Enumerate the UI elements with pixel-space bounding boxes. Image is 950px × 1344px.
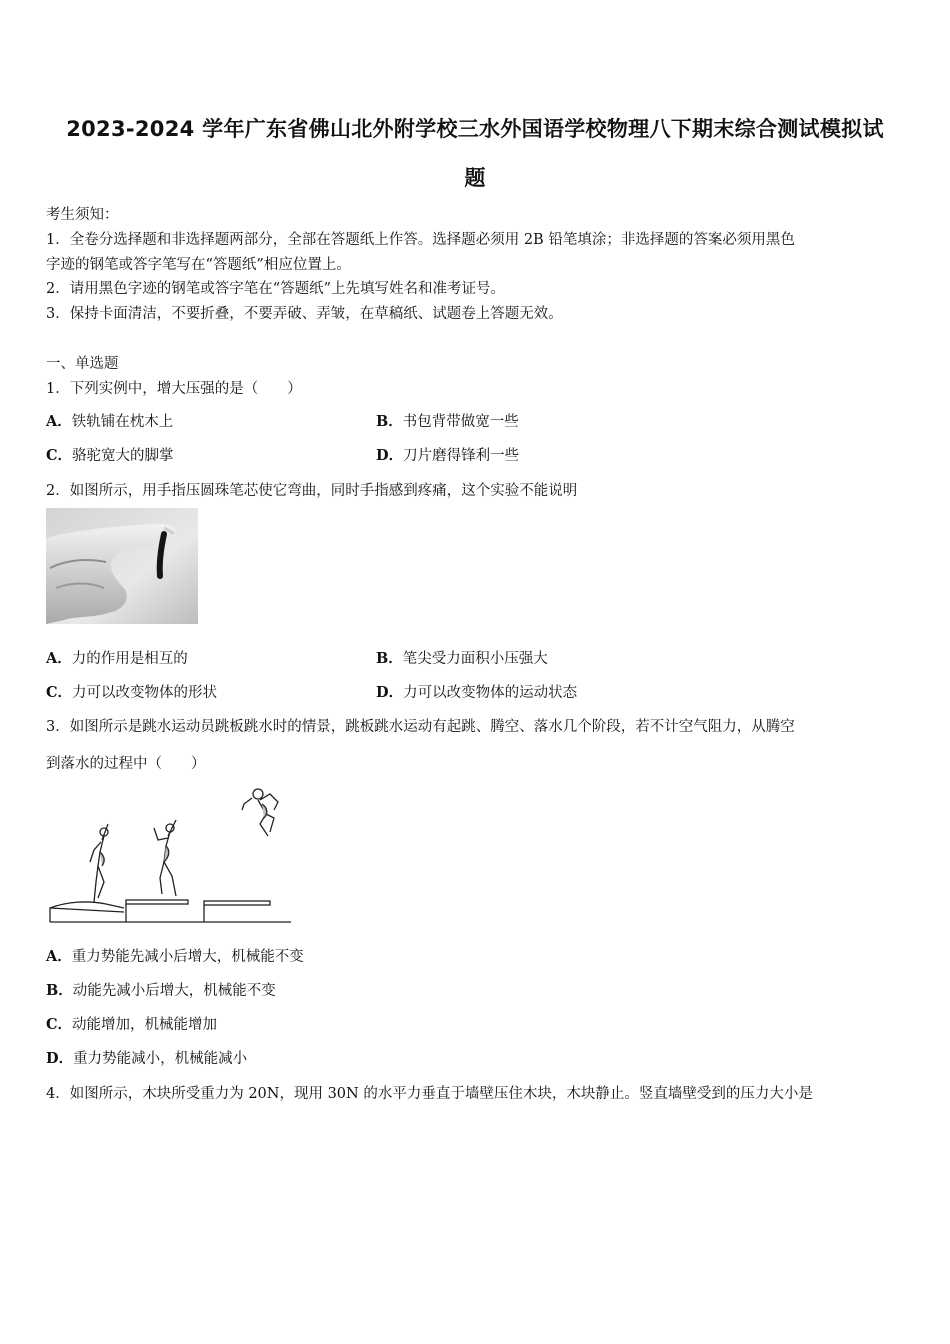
- option-label: D．: [46, 1050, 74, 1067]
- question-2-option-d: [376, 681, 577, 702]
- option-text: 骆驼宽大的脚掌: [72, 448, 174, 464]
- finger-pen-figure: [46, 508, 198, 624]
- question-2-option-a: [46, 647, 188, 668]
- question-2-option-b: [376, 647, 548, 668]
- question-3-option-d: [46, 1047, 247, 1068]
- question-3-option-c: [46, 1013, 217, 1034]
- question-1-option-d: [376, 444, 519, 465]
- question-4-stem: 4．如图所示，木块所受重力为 20N，现用 30N 的水平力垂直于墙壁压住木块，木块静止。竖直墙壁受到的压力大小是: [46, 1086, 813, 1102]
- notice-item-1: 1．全卷分选择题和非选择题两部分，全部在答题纸上作答。选择题必须用 2B 铅笔填涂；非选择题的答案必须用黑色: [46, 232, 795, 248]
- notice-item-2: 2．请用黑色字迹的钢笔或答字笔在“答题纸”上先填写姓名和准考证号。: [46, 281, 506, 297]
- question-1-option-c: [46, 444, 174, 465]
- option-text: 动能先减小后增大，机械能不变: [72, 983, 276, 999]
- option-label: A．: [46, 650, 72, 667]
- option-text: 力可以改变物体的运动状态: [403, 685, 578, 701]
- notice-heading: 考生须知：: [46, 207, 119, 223]
- question-3-stem-continued: 到落水的过程中（ ）: [46, 756, 206, 772]
- option-label: B．: [376, 413, 403, 430]
- option-label: C．: [46, 447, 73, 464]
- question-1-option-a: [46, 410, 173, 431]
- option-text: 重力势能减小，机械能减小: [73, 1051, 248, 1067]
- option-label: B．: [376, 650, 403, 667]
- option-text: 力可以改变物体的形状: [72, 685, 218, 701]
- option-text: 刀片磨得锋利一些: [403, 448, 520, 464]
- option-label: A．: [46, 413, 72, 430]
- question-1-option-b: [376, 410, 519, 431]
- option-label: C．: [46, 684, 73, 701]
- question-2-stem: 2．如图所示，用手指压圆珠笔芯使它弯曲，同时手指感到疼痛，这个实验不能说明: [46, 483, 578, 499]
- diver-figure: [46, 780, 296, 926]
- exam-title-continued: 题: [464, 166, 486, 190]
- question-2-option-c: [46, 681, 217, 702]
- option-text: 重力势能先减小后增大，机械能不变: [71, 949, 304, 965]
- option-label: C．: [46, 1016, 73, 1033]
- notice-item-3: 3．保持卡面清洁，不要折叠，不要弄破、弄皱，在草稿纸、试题卷上答题无效。: [46, 306, 563, 322]
- option-text: 力的作用是相互的: [71, 651, 188, 667]
- option-text: 书包背带做宽一些: [402, 414, 519, 430]
- exam-title: 2023-2024 学年广东省佛山北外附学校三水外国语学校物理八下期末综合测试模拟试: [66, 117, 884, 141]
- option-label: D．: [376, 447, 404, 464]
- option-text: 笔尖受力面积小压强大: [402, 651, 548, 667]
- section-heading: 一、单选题: [46, 356, 119, 372]
- question-3-stem: 3．如图所示是跳水运动员跳板跳水时的情景，跳板跳水运动有起跳、腾空、落水几个阶段，若不计空气阻力，从腾空: [46, 719, 795, 735]
- question-1-stem: 1．下列实例中，增大压强的是（ ）: [46, 381, 302, 397]
- question-3-option-a: [46, 945, 304, 966]
- notice-item-1-continued: 字迹的钢笔或答字笔写在“答题纸”相应位置上。: [46, 257, 351, 273]
- question-3-option-b: [46, 979, 276, 1000]
- option-text: 动能增加，机械能增加: [72, 1017, 218, 1033]
- option-text: 铁轨铺在枕木上: [71, 414, 174, 430]
- option-label: B．: [46, 982, 73, 999]
- option-label: A．: [46, 948, 72, 965]
- option-label: D．: [376, 684, 404, 701]
